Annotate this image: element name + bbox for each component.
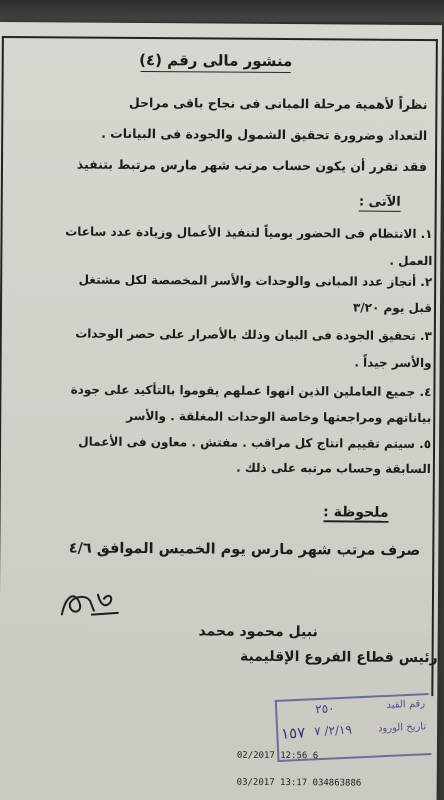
fax-header-line-2: 03/2017 13:17 034863886 — [236, 777, 362, 789]
title-text: منشور مالى رقم (٤) — [139, 51, 293, 71]
document-page — [0, 22, 442, 800]
item-2-line-1: ٢. أنجاز عدد المبانى والوحدات والأسر المخصصة لكل مشتغل — [78, 272, 433, 290]
stamp-number-value: ٢٥٠ — [314, 701, 335, 717]
item-3-line-1: ٣. تحقيق الجودة فى البيان وذلك بالأصرار على حصر الوحدات — [75, 326, 432, 344]
item-2-line-2: قبل يوم ٣/٢٠ — [352, 300, 433, 316]
note-text: صرف مرتب شهر مارس يوم الخميس الموافق ٤/٦ — [68, 540, 421, 559]
stamp-number-label: رقم القيد — [386, 698, 426, 711]
item-3-line-2: والأسر جيداً . — [354, 355, 432, 371]
item-1-line-1: ١. الانتظام فى الحضور يومياً لتنفيذ الأعمال وزيادة عدد ساعات — [65, 224, 433, 242]
intro-line-1: نظراً لأهمية مرحلة المبانى فى نجاح باقى مراحل — [128, 94, 428, 113]
note-label: ملحوظة : — [323, 504, 389, 521]
intro-line-3: فقد تقرر أن يكون حساب مرتب شهر مارس مرتبط بتنفيذ — [76, 156, 428, 175]
photo-background — [0, 0, 444, 22]
item-4-line-2: بياناتهم ومراجعتها وخاصة الوحدات المغلقة . والأسر — [126, 408, 432, 426]
item-4-line-1: ٤. جميع العاملين الذين انهوا عملهم يقوموا بالتأكيد على جودة — [70, 382, 432, 400]
fax-header-line-1: 02/2017 12:56 6 — [236, 750, 319, 762]
item-5-line-2: السابقة وحساب مرتبه على ذلك . — [236, 460, 431, 477]
stamp-date-label: تاريخ الورود — [377, 721, 427, 735]
signer-title: رئيس قطاع الفروع الإقليمية — [239, 648, 438, 667]
handwritten-number: ١٥٧ — [280, 723, 306, 743]
document-title — [0, 50, 436, 74]
item-1-line-2: العمل . — [389, 253, 433, 269]
item-5-line-1: ٥. سيتم تقييم انتاج كل مراقب . مفتش . معاون فى الأعمال — [78, 434, 432, 452]
stamp-date-value: ٢/١٩/ ٧ — [313, 722, 353, 739]
signature-mark — [54, 584, 124, 622]
intro-line-2: التعداد وضرورة تحقيق الشمول والجودة فى البيانات . — [101, 125, 428, 144]
signer-name: نبيل محمود محمد — [198, 623, 318, 641]
section-label: الآتى : — [358, 194, 401, 210]
